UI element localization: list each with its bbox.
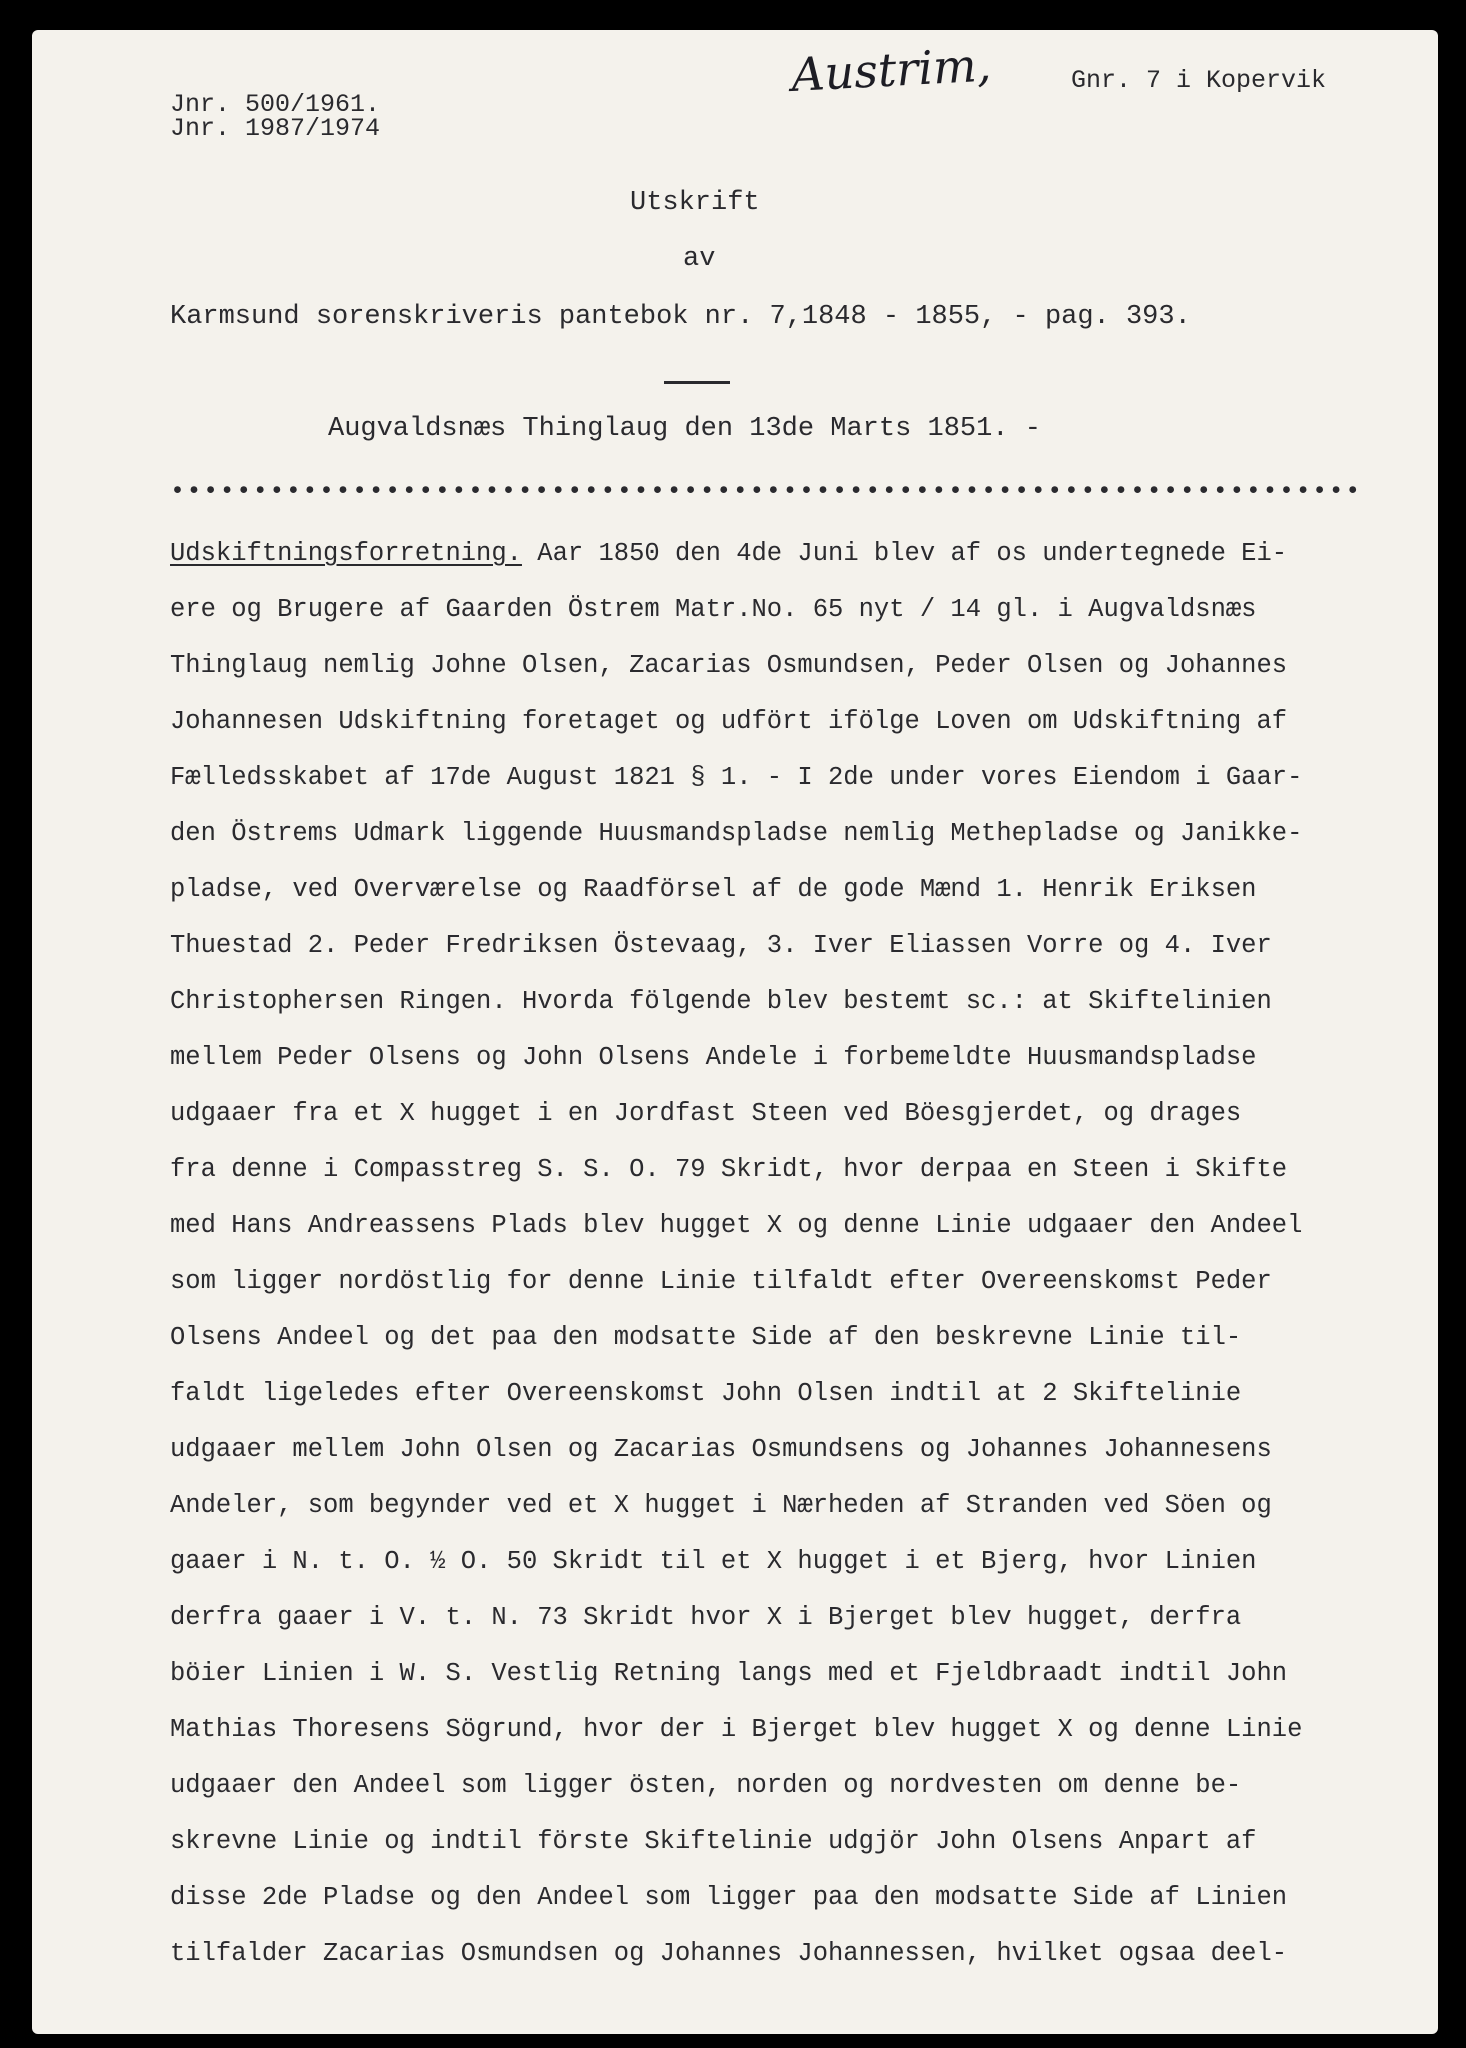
body-line bbox=[170, 1254, 1432, 1310]
body-line-text: Thinglaug nemlig Johne Olsen, Zacarias Osmundsen, Peder Olsen og Johannes bbox=[170, 651, 1288, 680]
section-heading-underlined: Udskiftningsforretning. bbox=[170, 539, 522, 568]
body-line bbox=[170, 1814, 1432, 1870]
body-line bbox=[170, 638, 1432, 694]
session-heading: Augvaldsnæs Thinglaug den 13de Marts 1851. - bbox=[328, 414, 1041, 444]
body-line bbox=[170, 1198, 1432, 1254]
body-line-text: Thuestad 2. Peder Fredriksen Östevaag, 3. Iver Eliassen Vorre og 4. Iver bbox=[170, 931, 1272, 960]
body-line bbox=[170, 1086, 1432, 1142]
body-line bbox=[170, 1310, 1432, 1366]
body-line bbox=[170, 1142, 1432, 1198]
body-line-text: mellem Peder Olsens og John Olsens Andele i forbemeldte Huusmandspladse bbox=[170, 1043, 1257, 1072]
body-line bbox=[170, 1646, 1432, 1702]
body-line-text: Aar 1850 den 4de Juni blev af os undertegnede Ei- bbox=[521, 539, 1288, 568]
body-line-text: gaaer i N. t. O. ½ O. 50 Skridt til et X hugget i et Bjerg, hvor Linien bbox=[170, 1547, 1257, 1576]
body-line-text: Fælledsskabet af 17de August 1821 § 1. - I 2de under vores Eiendom i Gaar- bbox=[170, 763, 1303, 792]
body-line-text: fra denne i Compasstreg S. S. O. 79 Skridt, hvor derpaa en Steen i Skifte bbox=[170, 1155, 1288, 1184]
body-line bbox=[170, 1366, 1432, 1422]
body-line-text: udgaaer fra et X hugget i en Jordfast Steen ved Böesgjerdet, og drages bbox=[170, 1099, 1242, 1128]
body-line bbox=[170, 862, 1432, 918]
body-line bbox=[170, 1926, 1432, 1982]
body-line bbox=[170, 806, 1432, 862]
body-line bbox=[170, 1422, 1432, 1478]
body-line-text: Olsens Andeel og det paa den modsatte Side af den beskrevne Linie til- bbox=[170, 1323, 1242, 1352]
body-line bbox=[170, 1534, 1432, 1590]
journal-number-1961: Jnr. 500/1961. bbox=[170, 90, 381, 119]
handwritten-signature: Austrim, bbox=[790, 37, 993, 102]
body-line-text: med Hans Andreassens Plads blev hugget X og denne Linie udgaaer den Andeel bbox=[170, 1211, 1303, 1240]
title-connector: av bbox=[683, 244, 716, 274]
body-line bbox=[170, 1702, 1432, 1758]
body-line-text: böier Linien i W. S. Vestlig Retning langs med et Fjeldbraadt indtil John bbox=[170, 1659, 1288, 1688]
transcript-body bbox=[170, 526, 1432, 1982]
document-title: Utskrift bbox=[630, 188, 760, 218]
body-line-text: den Östrems Udmark liggende Huusmandspladse nemlig Methepladse og Janikke- bbox=[170, 819, 1303, 848]
farm-reference: Gnr. 7 i Kopervik bbox=[1071, 66, 1327, 95]
body-line bbox=[170, 974, 1432, 1030]
body-line-text: udgaaer den Andeel som ligger östen, norden og nordvesten om denne be- bbox=[170, 1771, 1242, 1800]
body-line bbox=[170, 1030, 1432, 1086]
journal-number-1974: Jnr. 1987/1974 bbox=[170, 114, 381, 143]
body-line-text: tilfalder Zacarias Osmundsen og Johannes Johannessen, hvilket ogsaa deel- bbox=[170, 1939, 1288, 1968]
body-line-text: derfra gaaer i V. t. N. 73 Skridt hvor X i Bjerget blev hugget, derfra bbox=[170, 1603, 1242, 1632]
body-line bbox=[170, 526, 1432, 582]
body-line bbox=[170, 582, 1432, 638]
body-line bbox=[170, 694, 1432, 750]
body-line bbox=[170, 1590, 1432, 1646]
source-reference: Karmsund sorenskriveris pantebok nr. 7,1848 - 1855, - pag. 393. bbox=[170, 302, 1191, 332]
body-line-text: disse 2de Pladse og den Andeel som ligger paa den modsatte Side af Linien bbox=[170, 1883, 1288, 1912]
body-line-text: ere og Brugere af Gaarden Östrem Matr.No. 65 nyt / 14 gl. i Augvaldsnæs bbox=[170, 595, 1257, 624]
title-divider bbox=[664, 381, 730, 384]
body-line bbox=[170, 1758, 1432, 1814]
dotted-separator: •••••••••••••••••••••••••••••••••••••••••••••••••••••••••••••••••••••••• bbox=[170, 482, 1362, 502]
body-line-text: skrevne Linie og indtil förste Skiftelinie udgjör John Olsens Anpart af bbox=[170, 1827, 1257, 1856]
body-line-text: Andeler, som begynder ved et X hugget i Nærheden af Stranden ved Söen og bbox=[170, 1491, 1272, 1520]
body-line-text: Johannesen Udskiftning foretaget og udfört ifölge Loven om Udskiftning af bbox=[170, 707, 1288, 736]
body-line bbox=[170, 1870, 1432, 1926]
body-line bbox=[170, 1478, 1432, 1534]
body-line-text: Christophersen Ringen. Hvorda fölgende blev bestemt sc.: at Skiftelinien bbox=[170, 987, 1272, 1016]
body-line bbox=[170, 918, 1432, 974]
body-line-text: pladse, ved Overværelse og Raadförsel af de gode Mænd 1. Henrik Eriksen bbox=[170, 875, 1257, 904]
body-line-text: faldt ligeledes efter Overeenskomst John Olsen indtil at 2 Skiftelinie bbox=[170, 1379, 1242, 1408]
body-line bbox=[170, 750, 1432, 806]
body-line-text: som ligger nordöstlig for denne Linie tilfaldt efter Overeenskomst Peder bbox=[170, 1267, 1272, 1296]
body-line-text: udgaaer mellem John Olsen og Zacarias Osmundsens og Johannes Johannesens bbox=[170, 1435, 1272, 1464]
body-line-text: Mathias Thoresens Sögrund, hvor der i Bjerget blev hugget X og denne Linie bbox=[170, 1715, 1303, 1744]
